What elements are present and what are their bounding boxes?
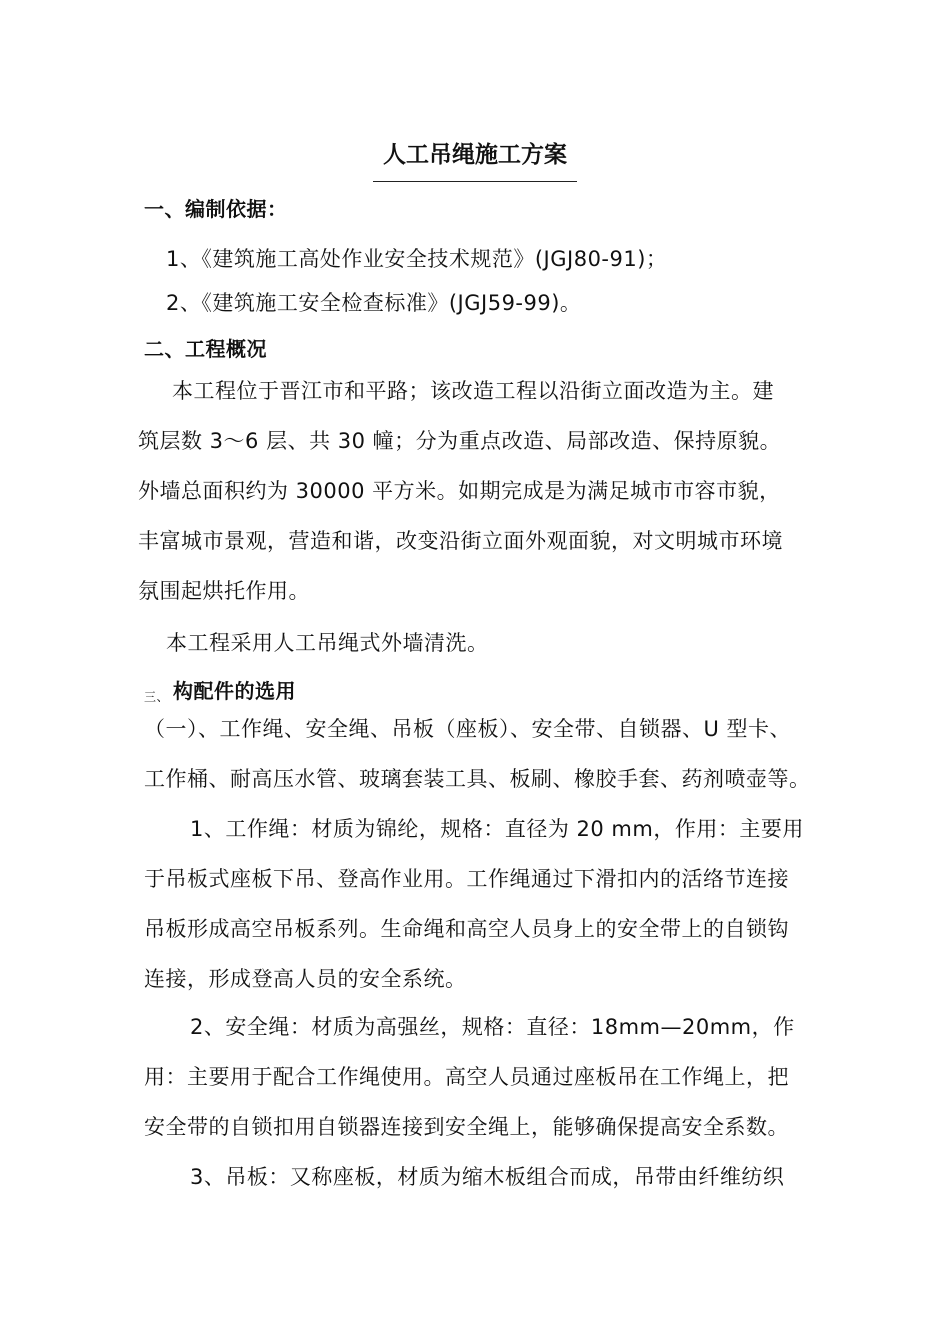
overview-line-1: 本工程位于晋江市和平路；该改造工程以沿街立面改造为主。建 [172, 379, 774, 403]
components-list-line-2: 工作桶、耐高压水管、玻璃套装工具、板刷、橡胶手套、药剂喷壶等。 [144, 767, 811, 791]
item3-line-1: 3、吊板：又称座板，材质为缩木板组合而成，吊带由纤维纺织 [190, 1165, 785, 1189]
section2-heading: 二、工程概况 [144, 337, 267, 361]
overview-line-3: 外墙总面积约为 30000 平方米。如期完成是为满足城市市容市貌， [138, 479, 781, 503]
reference-item-2: 2、《建筑施工安全检查标准》(JGJ59-99)。 [166, 291, 582, 315]
overview-line-2: 筑层数 3～6 层、共 30 幢；分为重点改造、局部改造、保持原貌。 [138, 429, 782, 453]
section3-title: 构配件的选用 [173, 679, 297, 703]
overview-paragraph-2: 本工程采用人工吊绳式外墙清洗。 [166, 631, 489, 655]
page-title: 人工吊绳施工方案 [383, 142, 567, 168]
item1-line-1: 1、工作绳：材质为锦纶，规格：直径为 20 mm，作用：主要用 [190, 817, 804, 841]
item1-line-3: 吊板形成高空吊板系列。生命绳和高空人员身上的安全带上的自锁钩 [144, 917, 789, 941]
overview-line-4: 丰富城市景观，营造和谐，改变沿街立面外观面貌，对文明城市环境 [138, 529, 783, 553]
item1-line-4: 连接，形成登高人员的安全系统。 [144, 967, 467, 991]
item1-line-2: 于吊板式座板下吊、登高作业用。工作绳通过下滑扣内的活络节连接 [144, 867, 789, 891]
components-list-line-1: （一）、工作绳、安全绳、吊板（座板）、安全带、自锁器、U 型卡、 [144, 717, 792, 741]
item2-line-3: 安全带的自锁扣用自锁器连接到安全绳上，能够确保提高安全系数。 [144, 1115, 789, 1139]
overview-line-5: 氛围起烘托作用。 [138, 579, 310, 603]
section3-heading [144, 676, 296, 712]
item2-line-2: 用：主要用于配合工作绳使用。高空人员通过座板吊在工作绳上，把 [144, 1065, 789, 1089]
reference-item-1: 1、《建筑施工高处作业安全技术规范》(JGJ80-91)； [166, 247, 668, 271]
title-underline [373, 181, 577, 182]
item2-line-1: 2、安全绳：材质为高强丝，规格：直径：18mm—20mm，作 [190, 1015, 795, 1039]
section3-number: 三、 [144, 690, 170, 704]
section1-heading: 一、编制依据： [144, 197, 288, 221]
